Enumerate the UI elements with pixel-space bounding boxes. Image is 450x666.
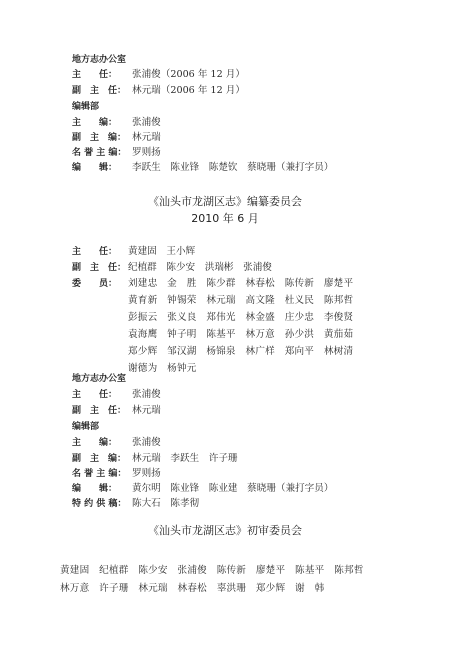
row-value: 林元瑞（2006 年 12 月） <box>132 85 245 96</box>
row-value: 陈大石 陈孝彻 <box>132 498 200 509</box>
committee-members-list <box>128 275 353 377</box>
member-line: 谢德为 杨钟元 <box>128 363 197 374</box>
member-line: 袁海鹰 钟子明 陈基平 林万意 孙少洪 黄茄茹 <box>128 329 354 340</box>
row-label: 副 主 任： <box>72 86 127 96</box>
committee-date: 2010 年 6 月 <box>191 212 259 225</box>
row-value: 黄尔明 陈业锋 陈业建 蔡晓珊（兼打字员） <box>132 483 334 494</box>
row-value: 张浦俊 <box>132 389 161 400</box>
editorial-title-mid: 编辑部 <box>72 422 100 432</box>
office-title-top: 地方志办公室 <box>72 55 127 65</box>
office-title-mid: 地方志办公室 <box>72 374 127 384</box>
row-value: 张浦俊 <box>132 437 161 448</box>
review-members-list <box>60 562 364 598</box>
row-label: 副 主 任： <box>72 406 127 416</box>
row-label: 名 誉 主 编： <box>72 148 127 158</box>
row-value: 罗则扬 <box>132 147 161 158</box>
committee-heading: 《汕头市龙湖区志》编纂委员会 <box>148 195 302 208</box>
row-value: 李跃生 陈业锋 陈楚钦 蔡晓珊（兼打字员） <box>132 162 334 173</box>
row-value: 张浦俊（2006 年 12 月） <box>132 69 245 80</box>
row-value: 林元瑞 <box>132 132 161 143</box>
row-label: 主 任： <box>72 70 118 80</box>
row-label: 主 任： <box>72 247 118 257</box>
committee-members-label: 委 员： <box>72 279 118 289</box>
member-line: 黄育新 钟锡荣 林元瑞 高文隆 杜义民 陈邦哲 <box>128 295 354 306</box>
row-label: 特 约 供 稿： <box>72 499 127 509</box>
editorial-title-top: 编辑部 <box>72 102 100 112</box>
row-label: 编 辑： <box>72 163 118 173</box>
row-label: 副 主 编： <box>72 454 127 464</box>
row-value: 张浦俊 <box>132 117 161 128</box>
review-member-line: 黄建固 纪植群 陈少安 张浦俊 陈传新 廖楚平 陈基平 陈邦哲 <box>60 565 364 576</box>
member-line: 彭振云 张义良 郑伟光 林金盛 庄少忠 李俊贤 <box>128 312 354 323</box>
member-line: 郑少辉 邹汉湖 杨锦泉 林广样 郑向平 林树清 <box>128 346 354 357</box>
row-value: 林元瑞 李跃生 许子珊 <box>132 453 238 464</box>
row-label: 编 辑： <box>72 484 118 494</box>
row-label: 主 编： <box>72 118 118 128</box>
member-line: 刘建忠 金 胜 陈少群 林春松 陈传新 廖楚平 <box>128 278 354 289</box>
review-heading: 《汕头市龙湖区志》初审委员会 <box>148 524 302 537</box>
row-label: 副 主 任： <box>72 263 127 273</box>
row-label: 主 编： <box>72 438 118 448</box>
row-label: 副 主 编： <box>72 133 127 143</box>
row-value: 纪植群 陈少安 洪瑞彬 张浦俊 <box>128 262 272 273</box>
row-value: 罗则扬 <box>132 468 161 479</box>
row-value: 黄建固 王小辉 <box>128 246 196 257</box>
row-label: 主 任： <box>72 390 118 400</box>
row-value: 林元瑞 <box>132 405 161 416</box>
row-label: 名 誉 主 编： <box>72 469 127 479</box>
review-member-line: 林万意 许子珊 林元瑞 林春松 辜洪珊 郑少辉 谢 韩 <box>60 583 325 594</box>
